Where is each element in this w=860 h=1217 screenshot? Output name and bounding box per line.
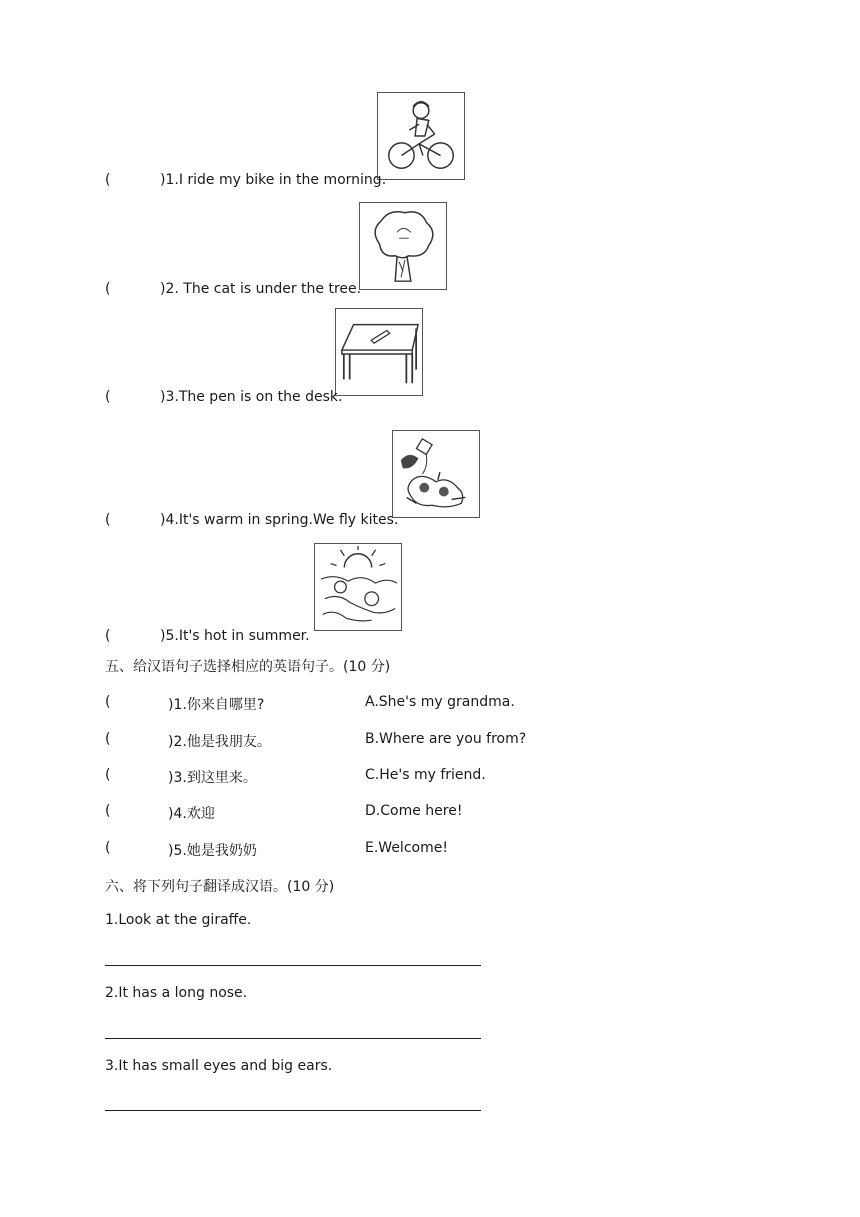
- answer-paren[interactable]: (: [105, 840, 111, 856]
- answer-paren[interactable]: (: [105, 694, 111, 710]
- picture-item-text: )3.The pen is on the desk.: [160, 389, 343, 405]
- section-six-heading: 六、将下列句子翻译成汉语。(10 分): [105, 879, 335, 895]
- picture-item-text: )1.I ride my bike in the morning.: [160, 172, 387, 188]
- translation-sentence-1: 1.Look at the giraffe.: [105, 912, 252, 928]
- chinese-sentence: )4.欢迎: [168, 806, 215, 822]
- kite-icon: [393, 431, 479, 517]
- answer-paren[interactable]: (: [105, 803, 111, 819]
- translation-sentence-3: 3.It has small eyes and big ears.: [105, 1058, 333, 1074]
- chinese-sentence: )3.到这里来。: [168, 770, 257, 786]
- english-option: D.Come here!: [365, 803, 463, 819]
- chinese-sentence: )1.你来自哪里?: [168, 697, 265, 713]
- answer-line-1[interactable]: [105, 965, 481, 966]
- match-row-5: [105, 840, 625, 860]
- boy-riding-bike-picture: [377, 92, 465, 180]
- chinese-sentence: )2.他是我朋友。: [168, 734, 271, 750]
- english-option: B.Where are you from?: [365, 731, 527, 747]
- answer-paren[interactable]: (: [105, 767, 111, 783]
- answer-paren[interactable]: (: [105, 628, 111, 644]
- spring-kites-picture: [392, 430, 480, 518]
- answer-paren[interactable]: (: [105, 172, 111, 188]
- match-row-1: [105, 694, 625, 714]
- picture-item-text: )4.It's warm in spring.We fly kites.: [160, 512, 399, 528]
- match-row-4: [105, 803, 625, 823]
- pen-on-desk-picture: [335, 308, 423, 396]
- sun-icon: [315, 544, 401, 630]
- match-row-3: [105, 767, 625, 787]
- chinese-sentence: )5.她是我奶奶: [168, 843, 257, 859]
- summer-sun-picture: [314, 543, 402, 631]
- english-option: E.Welcome!: [365, 840, 448, 856]
- tree-picture: [359, 202, 447, 290]
- answer-paren[interactable]: (: [105, 389, 111, 405]
- match-row-2: [105, 731, 625, 751]
- picture-item-text: )2. The cat is under the tree.: [160, 281, 362, 297]
- translation-sentence-2: 2.It has a long nose.: [105, 985, 248, 1001]
- english-option: A.She's my grandma.: [365, 694, 515, 710]
- answer-line-2[interactable]: [105, 1038, 481, 1039]
- bike-icon: [378, 93, 464, 179]
- answer-paren[interactable]: (: [105, 731, 111, 747]
- tree-icon: [360, 203, 446, 289]
- desk-icon: [336, 309, 422, 395]
- picture-item-text: )5.It's hot in summer.: [160, 628, 310, 644]
- english-option: C.He's my friend.: [365, 767, 486, 783]
- answer-paren[interactable]: (: [105, 512, 111, 528]
- section-five-heading: 五、给汉语句子选择相应的英语句子。(10 分): [105, 659, 391, 675]
- answer-line-3[interactable]: [105, 1110, 481, 1111]
- answer-paren[interactable]: (: [105, 281, 111, 297]
